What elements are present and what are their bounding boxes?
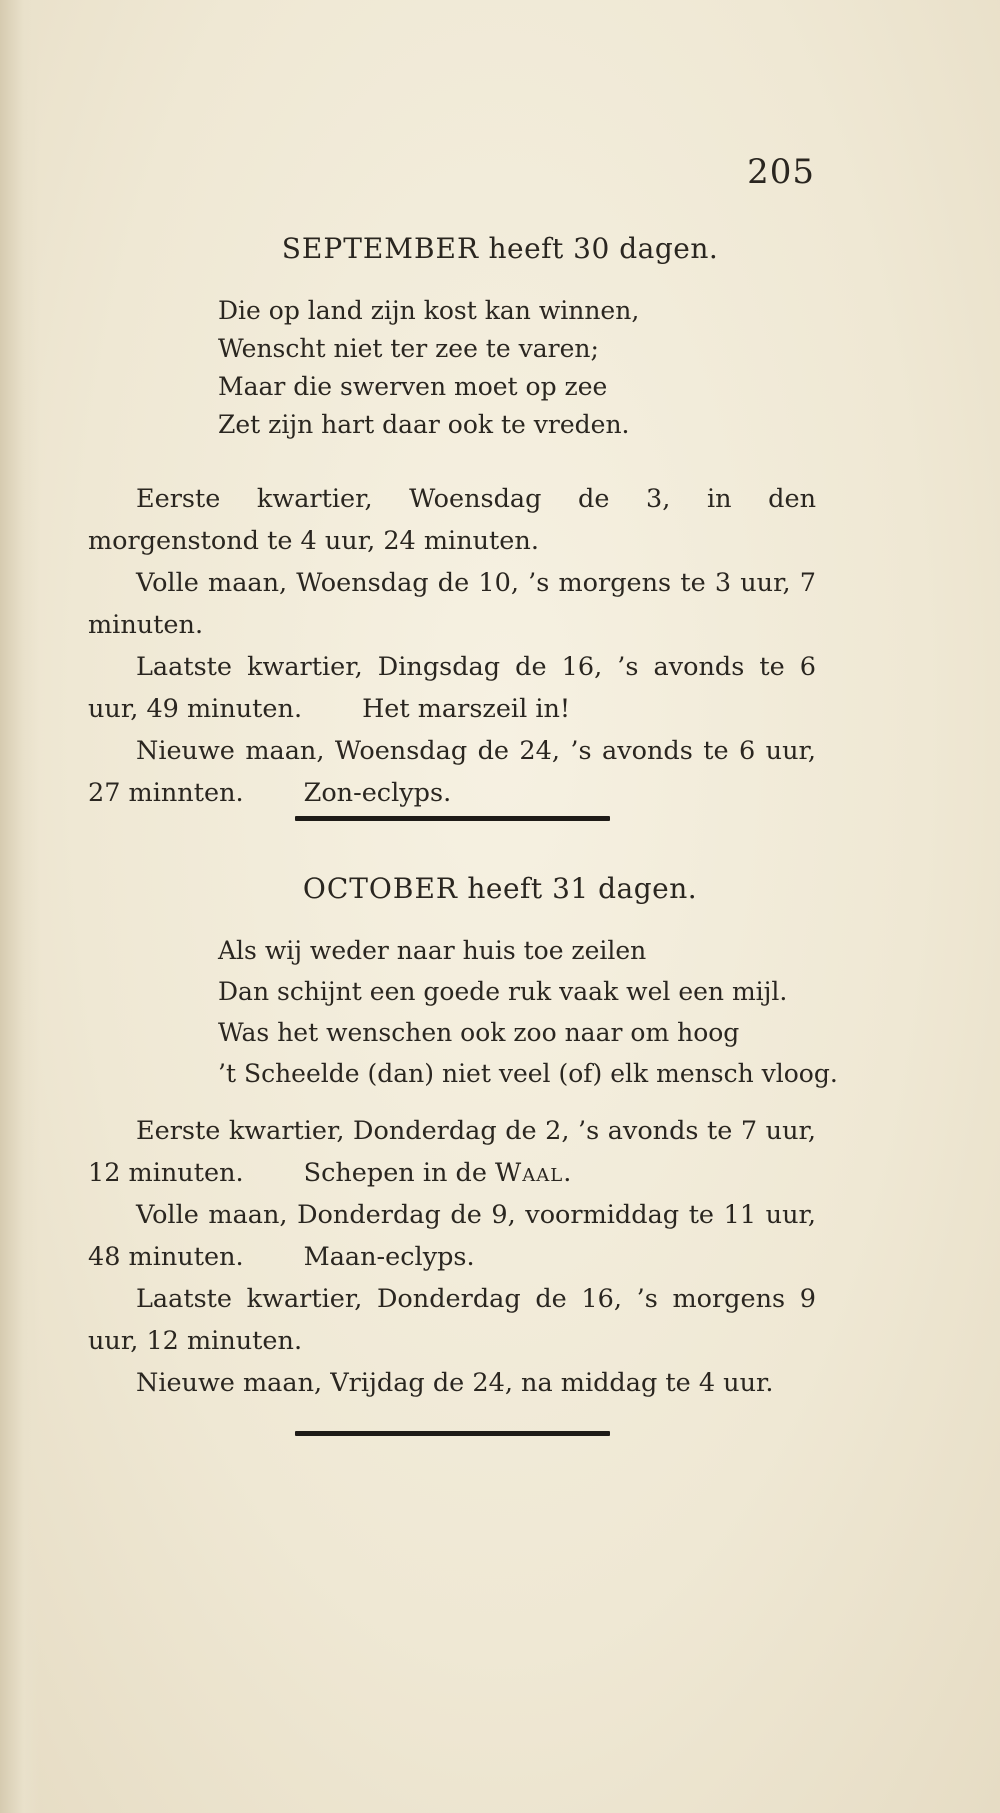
moon-phase-entry	[88, 730, 816, 814]
moon-phase-text: Eerste kwartier, Donderdag de 2, ’s avonds te 7 uur, 12 minuten.	[88, 1116, 816, 1188]
september-heading	[0, 232, 1000, 265]
page-gutter	[0, 0, 40, 1813]
verse-line: Als wij weder naar huis toe zeilen	[218, 936, 647, 965]
verse-line: Die op land zijn kost kan winnen,	[218, 296, 640, 325]
october-heading	[0, 872, 1000, 905]
moon-phase-entry	[88, 1110, 816, 1194]
moon-phase-note: Maan-eclyps.	[303, 1242, 475, 1272]
october-moon-phases	[88, 1110, 816, 1404]
page-number: 205	[747, 152, 815, 192]
october-days: heeft 31 dagen.	[467, 872, 698, 905]
moon-phase-entry	[88, 1278, 816, 1362]
october-month: OCTOBER	[302, 872, 458, 905]
september-verse	[218, 292, 639, 444]
moon-phase-entry	[88, 646, 816, 730]
moon-phase-text: Eerste kwartier, Woensdag de 3, in den morgenstond te 4 uur, 24 minuten.	[88, 484, 816, 556]
moon-phase-text: Volle maan, Woensdag de 10, ’s morgens te 3 uur, 7 minuten.	[88, 568, 816, 640]
moon-phase-note: Zon-eclyps.	[303, 778, 452, 808]
section-divider	[295, 816, 610, 821]
moon-phase-note	[304, 1158, 573, 1188]
verse-line: Wenscht niet ter zee te varen;	[218, 334, 599, 363]
verse-line: Was het wenschen ook zoo naar om hoog	[218, 1018, 740, 1047]
moon-phase-text: Laatste kwartier, Dingsdag de 16, ’s avonds te 6 uur, 49 minuten.	[88, 652, 816, 724]
october-verse	[218, 930, 838, 1094]
note-small-caps: Waal.	[495, 1158, 573, 1188]
moon-phase-text: Volle maan, Donderdag de 9, voormiddag te 11 uur, 48 minuten.	[88, 1200, 816, 1272]
section-divider	[295, 1431, 610, 1436]
note-prefix: Schepen in de	[303, 1158, 496, 1188]
september-moon-phases	[88, 478, 816, 814]
moon-phase-entry	[88, 1194, 816, 1278]
september-days: heeft 30 dagen.	[488, 232, 719, 265]
moon-phase-entry	[88, 478, 816, 562]
verse-line: ’t Scheelde (dan) niet veel (of) elk mensch vloog.	[218, 1059, 838, 1088]
verse-line: Maar die swerven moet op zee	[218, 372, 608, 401]
verse-line: Zet zijn hart daar ook te vreden.	[218, 410, 630, 439]
moon-phase-entry	[88, 562, 816, 646]
moon-phase-text: Nieuwe maan, Vrijdag de 24, na middag te 4 uur.	[136, 1368, 774, 1398]
moon-phase-text: Laatste kwartier, Donderdag de 16, ’s morgens 9 uur, 12 minuten.	[88, 1284, 816, 1356]
verse-line: Dan schijnt een goede ruk vaak wel een mijl.	[218, 977, 788, 1006]
moon-phase-text: Nieuwe maan, Woensdag de 24, ’s avonds te 6 uur, 27 minnten.	[88, 736, 816, 808]
moon-phase-entry	[88, 1362, 816, 1404]
september-month: SEPTEMBER	[281, 232, 480, 265]
moon-phase-note: Het marszeil in!	[362, 694, 571, 724]
